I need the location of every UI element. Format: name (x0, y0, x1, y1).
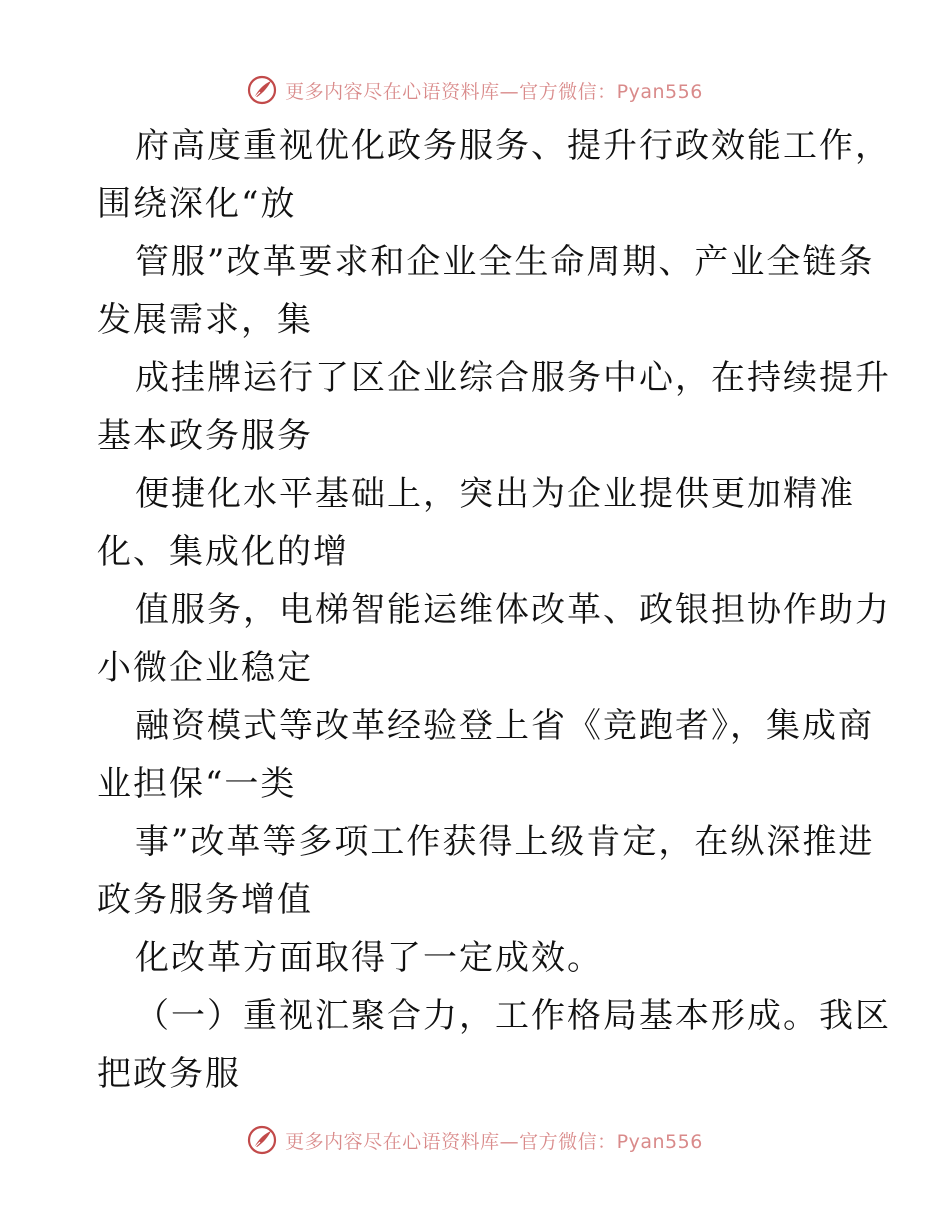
text-line: 基本政务服务 (97, 416, 313, 456)
text-line: 成挂牌运行了区企业综合服务中心，在持续提升 (135, 358, 891, 398)
document-body (97, 117, 891, 1103)
text-line: 围绕深化“放 (97, 184, 297, 224)
quill-logo-icon (247, 1125, 277, 1155)
text-line: 管服”改革要求和企业全生命周期、产业全链条 (135, 242, 875, 282)
text-line: 值服务，电梯智能运维体改革、政银担协作助力 (135, 590, 891, 630)
text-line: 化、集成化的增 (97, 532, 349, 572)
text-line: 发展需求，集 (97, 300, 313, 340)
header-watermark (0, 70, 950, 110)
text-line: 化改革方面取得了一定成效。 (135, 938, 603, 978)
text-line: 把政务服 (97, 1054, 241, 1094)
text-line: 小微企业稳定 (97, 648, 313, 688)
quill-logo-icon (247, 75, 277, 105)
text-line: 政务服务增值 (97, 880, 313, 920)
text-line: 府高度重视优化政务服务、提升行政效能工作， (135, 126, 891, 166)
text-line: 业担保“一类 (97, 764, 297, 804)
watermark-text: 更多内容尽在心语资料库—官方微信：Pyan556 (285, 80, 703, 103)
watermark-text: 更多内容尽在心语资料库—官方微信：Pyan556 (285, 1130, 703, 1153)
section-heading-line: （一）重视汇聚合力，工作格局基本形成。我区 (135, 996, 891, 1036)
text-line: 事”改革等多项工作获得上级肯定，在纵深推进 (135, 822, 875, 862)
text-line: 融资模式等改革经验登上省《竞跑者》，集成商 (135, 706, 874, 746)
footer-watermark (0, 1120, 950, 1160)
text-line: 便捷化水平基础上，突出为企业提供更加精准 (135, 474, 855, 514)
